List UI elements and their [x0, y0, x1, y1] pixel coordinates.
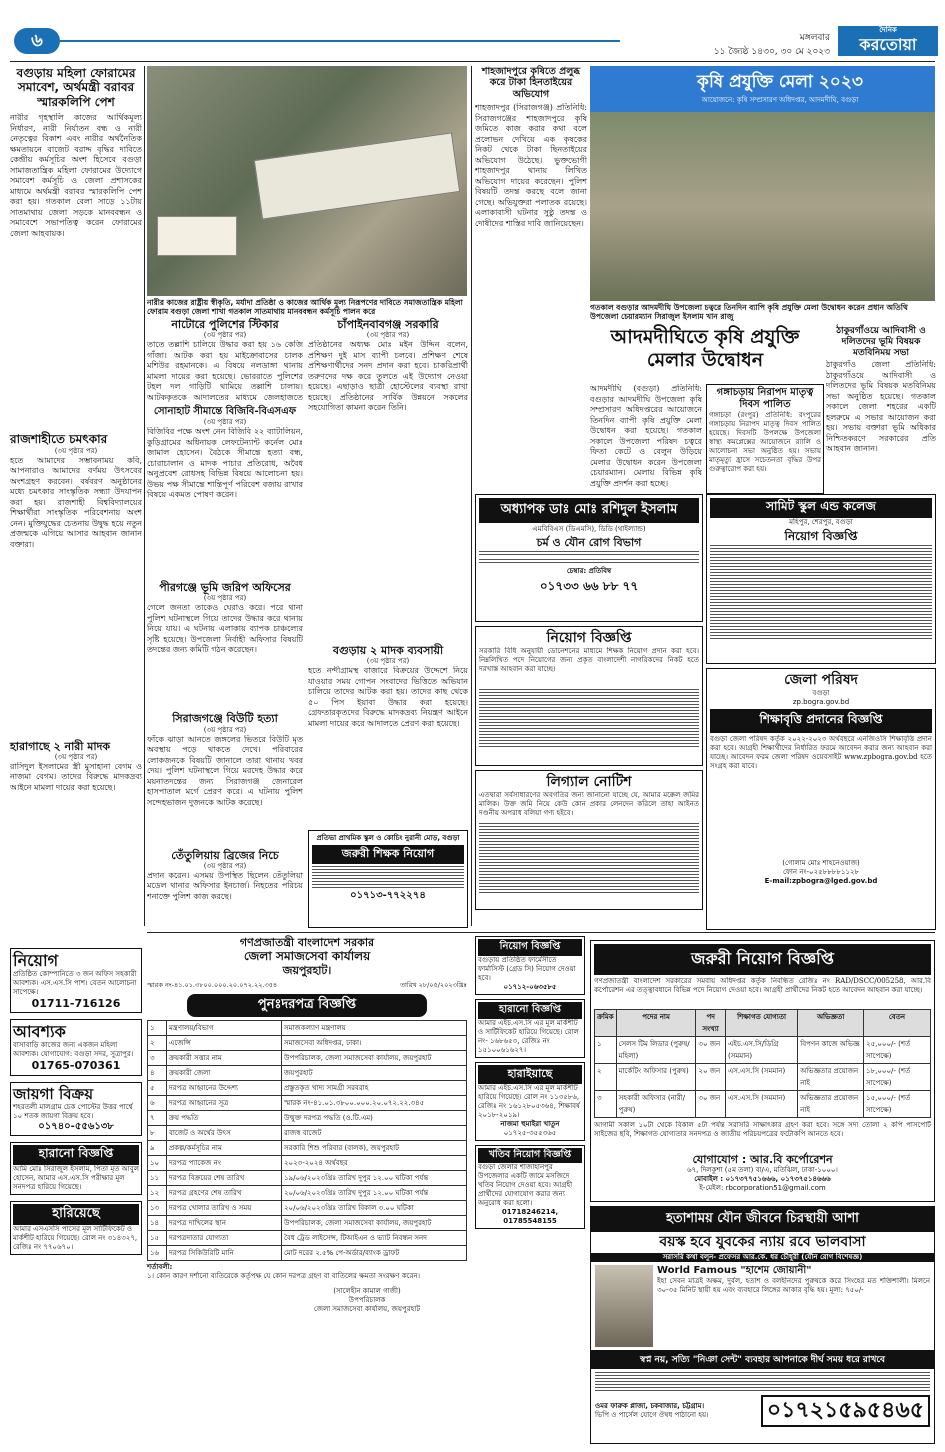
legal-notice-lines: [479, 823, 699, 893]
tender-cell: মন্ত্রণালয়/বিভাগ: [167, 1020, 282, 1035]
tender-row: [148, 1200, 467, 1215]
tender-cell: ৯: [148, 1140, 167, 1155]
tender-memo-row: [147, 980, 467, 991]
summit-ad-sub: মহিপুর, শেরপুর, বগুড়া: [789, 518, 853, 526]
rb-row: [595, 1091, 931, 1118]
column-2: [147, 318, 303, 928]
column-1: [10, 66, 142, 1446]
tender-cell: ৮: [148, 1125, 167, 1140]
hm-title: হতাশাময় যৌন জীবনে চিরস্থায়ী আশা: [591, 1207, 934, 1232]
tender-cell: ১২: [148, 1185, 167, 1200]
tender-cell: বৈধ ট্রেড লাইসেন্স, টিআইএন ও ভ্যাট নিবন্ধন সনদ: [282, 1230, 467, 1245]
col2-body2: বিজিবির পক্ষে অংশ নেন বিজিবি ২২ ব্যাটালিয়ন, কুড়িগ্রামের অধিনায়ক লেফটেন্যান্ট কর্নেল মোঃ জামাল হোসেন। বৈঠকে সীমান্তে হত্যা বন্ধ, চোরাচালান ও মাদক পাচার প্রতিরোধ, অবৈধ অনুপ্রবেশ রোধসহ বিভিন্ন বিষয়ে আলোচনা হয়। উভয় পক্ষ সীমান্তে শান্তিপূর্ণ পরিবেশ বজায় রাখার বিষয়ে একমত পোষণ করেন।: [147, 427, 303, 500]
bm-khatib: [475, 1145, 585, 1229]
tender-gov-line3: জয়পুরহাট।: [282, 963, 332, 977]
tender-cell: দরপত্র সিকিউরিটি মানি: [167, 1245, 282, 1260]
rb-header-cell: পদের নাম: [616, 1010, 696, 1037]
hm-footer: [595, 1395, 930, 1427]
tender-cell: ১: [148, 1020, 167, 1035]
hm-content-row: [591, 1265, 934, 1347]
tender-row: [148, 1095, 467, 1110]
col1-headline: বগুড়ায় মহিলা ফোরামের সমাবেশ, অর্থমন্ত্রী বরাবর স্মারকলিপি পেশ: [16, 66, 136, 109]
rb-cell: ৩০ জন: [696, 1091, 726, 1118]
masthead-rule: [60, 40, 620, 42]
hm-portrait: [595, 1265, 653, 1347]
col1-sub1: রাজশাহীতে চমৎকার: [10, 432, 108, 447]
classified-aboshshok-title: আবশ্যক: [13, 1022, 66, 1042]
col4-headline: শাহজাদপুরে কৃষিতে প্রলুব্ধ করে টাকা হিনতাইয়ের অভিযোগ: [481, 66, 581, 100]
rb-cell: ১৫,০০০/- (শর্ত সাপেক্ষে): [864, 1091, 931, 1118]
side-story-body: ঠাকুরগাঁও জেলা প্রতিনিধি: ঠাকুরগাঁওয়ে আদিবাসী ও দলিতদের ভূমি বিষয়ক মতবিনিময় সভা অনুষ্ঠিত হয়েছে। গতকাল সকালে জেলা শহরের একটি হলরুমে এ সভার আয়োজন করা হয়। সভায় বক্তারা ভূমি অধিকার নিশ্চিতকরণে সরকারের প্রতি আহবান জানান।: [826, 360, 936, 454]
tender-cell: ২০২৩-২০২৪ অর্থবছর: [282, 1155, 467, 1170]
mela-banner-photo: [590, 66, 935, 301]
tender-row: [148, 1155, 467, 1170]
tender-note-title: শর্তাবলী:: [147, 1262, 173, 1271]
rb-cell: এস.এস.সি (সমমান): [725, 1064, 797, 1091]
tender-cell: ১৪: [148, 1215, 167, 1230]
rb-cell: মার্কেটিং অফিসার (পুরুষ): [616, 1064, 696, 1091]
rb-header-cell: শিক্ষাগত যোগ্যতা: [725, 1010, 797, 1037]
column-4: [475, 66, 587, 491]
bm-haraiyache-title: হারাইয়াছে: [478, 1065, 582, 1084]
page-number-badge: [14, 28, 60, 54]
tender-memo: স্মারক নং-৪১.০১.৩৮০০.০০০.২০.০৭২.২২.৩৫৪: [147, 980, 278, 989]
col2-body3: গেলে জনতা তাকেও ঘেরাও করে। পরে থানা পুলিশ ঘটনাস্থলে গিয়ে তাদের উদ্ধার করে থানায় নিয়ে যায়। এ ঘটনায় এলাকায় ব্যাপক চাঞ্চল্যের সৃষ্টি হয়েছে। উপজেলা নির্বাহী অফিসার বিষয়টি তদন্তের জন্য কমিটি গঠন করেছেন।: [147, 603, 303, 655]
col2-body1: তাতে তল্লাশি চালিয়ে উদ্ধার করা হয় ১৬ কেজি গাঁজা। আটক করা হয় মাইক্রোবাসের চালক মশিউর রহমানকে। এ বিষয়ে নলডাঙ্গা থানায় মামলা দায়ের করা হয়েছে। ভোররাতে পুলিশের টহল দল গাড়িটি থামিয়ে তল্লাশি চালায়। আটককৃতকে আদালতের মাধ্যমে জেলহাজতে: [147, 340, 303, 402]
rb-header-row: [595, 1010, 931, 1037]
niyog-notice-lines: [479, 689, 699, 749]
legal-notice-body: এতদ্বারা সর্বসাধারণের অবগতির জন্য জানানো যাচ্ছে যে, আমার মক্কেল জমির মালিক। উক্ত জমি নিয়ে কেউ কোন প্রকার লেনদেন করিলে তাহা আইনত দণ্ডনীয় অপরাধ বলিয়া গণ্য হইবে।: [479, 790, 699, 817]
tender-sign-name: (সালেহীন কামাল গাজী): [333, 1286, 401, 1295]
col3-body: প্রতিষ্ঠানের অধ্যক্ষ মোঃ মইন উদ্দিন বলেন, প্রশিক্ষণ দুই মাস ব্যাপী চলবে। প্রশিক্ষণ শেষে প্রশিক্ষণার্থীদের সনদ প্রদান করা হবে। চাকরিপ্রার্থী তরুণদের দক্ষ করে তুলতে এই উদ্যোগ নেওয়া হয়েছে। এছাড়াও ছাত্রী হোস্টেলের ব্যবস্থা রাখা হয়েছে। প্রতিষ্ঠানের সার্বিক উন্নয়নে সকলের সহযোগিতা কামনা করেন তিনি।: [308, 340, 468, 413]
classified-hariyechhe: [10, 1201, 142, 1255]
rb-header-cell: বেতন: [864, 1010, 931, 1037]
rb-email: ই-মেইল: rbcorporation51@gmail.com: [699, 1184, 826, 1193]
tender-cell: উপপরিচালক, জেলা সমাজসেবা কার্যালয়, জয়পুরহাট: [282, 1215, 467, 1230]
lower-section-rule: [147, 932, 935, 933]
hm-slogan: স্বপ্ন নয়, সত্যি "নিঞা সেন্ট" ব্যবহার আপনাকে দীর্ঘ সময় ধরে রাখবে: [591, 1350, 934, 1369]
bm-harano-body: আমার এইচ.এস.সি এর মূল মার্কশীট ও সার্টিফিকেট হারিয়ে গিয়েছে। রোল নং- ১৬৮৬৫৩, রেজিঃ নং ১৫১০০৬১৬২৭।: [478, 1019, 579, 1054]
rb-cell: ৩: [595, 1091, 617, 1118]
tender-row: [148, 1170, 467, 1185]
zila-title: জেলা পরিষদ: [784, 672, 858, 688]
tender-cell: জয়পুরহাট: [282, 1065, 467, 1080]
rb-cell: ১৮,০০০/- (শর্ত সাপেক্ষে): [864, 1064, 931, 1091]
tender-row: [148, 1050, 467, 1065]
doctor-ad-name: অধ্যাপক ডাঃ মোঃ রশিদুল ইসলাম: [479, 498, 699, 523]
tender-cell: দরপত্র দাখিলের স্থান: [167, 1215, 282, 1230]
tender-cell: ৭: [148, 1110, 167, 1125]
tender-row: [148, 1065, 467, 1080]
tender-row: [148, 1245, 467, 1260]
col2-head4: সিরাজগঞ্জে বিউটি হত্যা: [172, 712, 278, 726]
tender-cell: ২০/০৬/২০২৩খ্রিঃ তারিখ বিকাল ৩.০০ ঘটিকা: [282, 1200, 467, 1215]
bm-niyog-phone: ০১৭১২-০৬৩৫৮৫: [503, 983, 557, 991]
tender-cell: ১৩: [148, 1200, 167, 1215]
teacher-ad-sub: প্রতিভা প্রাথমিক স্কুল ও কোচিং নুরানী মোড়, বগুড়া: [316, 834, 460, 842]
mela-banner-sub: আয়োজনে: কৃষি সম্প্রসারণ অধিদপ্তর, আদমদীঘি, বগুড়া: [701, 96, 859, 104]
bm-haraiyache-body: আমার এইচ.এস.সি এর মূল মার্কশীট হারিয়ে গিয়েছে। রোল নং ১১৩৫৮৬, রেজিঃ নং ১৬১২৮০৫৩৬৪, শিক্ষাবর্ষ ২০১৮-২০১৯।: [478, 1084, 580, 1119]
mela-caption: গতকাল বগুড়ার আদমদীঘি উপজেলা চত্বরে তিনদিন ব্যাপি কৃষি প্রযুক্তি মেলা উদ্বোধন করেন প্রধান অতিথি উপজেলা চেয়ারম্যান সিরাজুল ইসলাম খান রাজু: [590, 303, 908, 321]
classified-aboshshok: [10, 1019, 142, 1075]
col2-head3-cont: (৩য় পৃষ্ঠার পর): [203, 594, 247, 603]
tender-cell: দরপত্র আহ্বানের সূত্র: [167, 1095, 282, 1110]
masthead-bottom-rule: [10, 61, 935, 62]
tender-cell: ক্রয় পদ্ধতি: [167, 1110, 282, 1125]
tender-cell: উন্মুক্ত দরপত্র পদ্ধতি (ও.টি.এম): [282, 1110, 467, 1125]
col2-body4: ফাঁকে ঝাড়া আনতে জঙ্গলের ভিতরে বিউটি মৃত অবস্থায় পড়ে থাকতে দেখে। পরিবারের লোকজনকে বিষয়টি জানালে তারা থানায় খবর দেয়। পুলিশ ঘটনাস্থলে গিয়ে মরদেহ উদ্ধার করে ময়নাতদন্তের জন্য সিরাজগঞ্জ জেনারেল হাসপাতাল মর্গে প্রেরণ করে। এ ঘটনায় পুলিশ সন্দেহভাজন দুজনকে আটক করেছে।: [147, 734, 303, 807]
rb-address: ৬৭, দিলকুশা (৫ম তলা) বা/এ, মতিঝিল, ঢাকা-১০০০।: [687, 1166, 838, 1175]
rb-table: [594, 1009, 931, 1118]
zila-phone: ফোন নং-০২৫৮৮৮৮১১২৮: [782, 867, 860, 876]
col3-headline: চাঁপাইনবাবগঞ্জ সরকারি: [337, 318, 439, 331]
day-label: মঙ্গলবার: [799, 33, 830, 43]
tender-cell: দরপত্রদাতার যোগ্যতা: [167, 1230, 282, 1245]
rb-cell: অভিজ্ঞতার প্রয়োজন নাই: [798, 1064, 864, 1091]
col1-sub2-body: রাসিদুল ইসলামের স্ত্রী মুসাহানা বেগম ও নাজমা বেগম। তাদের বিরুদ্ধে মাদকদ্রব্য আইনে মামলা দায়ের করা হয়েছে।: [10, 761, 142, 792]
bm-haraiyache-phone: ০১৭২৫-৩৫৫৩৬৫: [503, 1129, 557, 1137]
rally-photo-caption: নারীর কাজের রাষ্ট্রীয় স্বীকৃতি, মর্যাদা প্রতিষ্ঠা ও কাজের আর্থিক মূল্য নিরূপণের দাবিতে সমাজতান্ত্রিক মহিলা ফোরাম বগুড়া জেলা শাখা গতকাল সাতমাথায় মানববন্ধন কর্মসূচি পালন করে: [147, 298, 463, 316]
mela-body: আদমদীঘি (বগুড়া) প্রতিনিধি: বগুড়ার আদমদীঘি উপজেলা কৃষি সম্প্রসারণ অধিদপ্তরের আয়োজনে তিনদিন ব্যাপী কৃষি প্রযুক্তি মেলা উদ্বোধন করা হয়েছে। গতকাল সকালে উপজেলা পরিষদ চত্বরে ফিতা কেটে ও বেলুন উড়িয়ে মেলার উদ্বোধন করেন উপজেলা চেয়ারম্যান। মেলায় বিভিন্ন কৃষি প্রযুক্তি প্রদর্শন করা হচ্ছে।: [590, 384, 702, 488]
tender-cell: রাজস্ব বাজেট: [282, 1125, 467, 1140]
hashem-joani-ad: [590, 1206, 935, 1444]
classified-harano: [10, 1142, 142, 1195]
mid-story-headline: গঙ্গাচড়ায় নিরাপদ মাতৃত্ব দিবস পালিত: [716, 387, 814, 410]
legal-notice-title: লিগ্যাল নোটিশ: [546, 774, 632, 790]
mela-banner-title: কৃষি প্রযুক্তি মেলা ২০২৩: [697, 72, 863, 92]
tender-cell: দরপত্র প্যাকেজ নং: [167, 1155, 282, 1170]
tender-row: [148, 1035, 467, 1050]
tender-cell: সমাজকল্যাণ মন্ত্রণালয়: [282, 1020, 467, 1035]
teacher-ad-title: জরুরী শিক্ষক নিয়োগ: [312, 845, 464, 864]
col1-body: নারীর গৃহস্থালি কাজের আর্থিকমূল্য নির্ধারণ, নারী নির্যাতন বন্ধ ও নারী নেতৃত্বের বিকাশ এবং নারীর অর্থনৈতিক ক্ষমতায়নে বাজেট বরাদ্দ বৃদ্ধির দাবিতে কেন্দ্রীয় কর্মসূচির অংশ হিসেবে বগুড়া সামাজতান্ত্রিক মহিলা ফোরামের উদ্যোগে সমাবেশ কর্মসূচি ও জেলা প্রশাসকের মাধ্যমে অর্থমন্ত্রী বরাবর স্মারকলিপি পেশ করা হয়। গতকাল বেলা সাড়ে ১১টায় সাতমাথায় জেলা সড়কে মানববন্ধন ও সমাবেশে সভাপতিত্ব করেন ফোরামের জেলা আহবায়ক।: [10, 113, 142, 238]
tender-cell: ১১: [148, 1170, 167, 1185]
legal-notice: [475, 770, 703, 910]
summit-ad-niyog: নিয়োগ বিজ্ঞপ্তি: [784, 529, 858, 543]
tender-row: [148, 1185, 467, 1200]
bm-khatib-phone: 01718246214, 01785548155: [501, 1208, 559, 1225]
col2-head5: তেঁতুলিয়ায় ব্রিজের নিচে: [171, 848, 279, 862]
tender-cell: প্রকল্প/কর্মসূচির নাম: [167, 1140, 282, 1155]
rally-placard: [157, 216, 237, 256]
bm-khatib-title: খতিব নিয়োগ বিজ্ঞপ্তি: [478, 1148, 582, 1163]
tender-gov-line2: জেলা সমাজসেবা কার্যালয়: [243, 949, 371, 964]
hm-body: ইহা সেবন মাত্রই অক্ষম, দুর্বল, হতাশ ও বলহীনদের পুরুষকে করে সিংহের মত শক্তিশালী। মিলনে ৩০-৩৫ মিনিট স্থায়ী হয় এবং ব্যবহারে লিঙ্গের আকার বৃদ্ধি হয়। মূল্য: ৭৫০/-: [657, 1276, 930, 1294]
tender-cell: এজেন্সি: [167, 1035, 282, 1050]
rb-header-cell: অভিজ্ঞতা: [798, 1010, 864, 1037]
tender-sign-title: উপপরিচালক: [348, 1295, 386, 1304]
hm-phone: ০১৭২১৫৯৫৪৬৫: [761, 1395, 930, 1427]
classified-niyog-body: প্রতিষ্ঠিত কোম্পানিতে ৩ জন অফিস সহকারী আবশ্যক। এস.এস.সি পাশ। বেতন আলোচনা সাপেক্ষে।: [13, 969, 137, 996]
bm-niyog: [475, 936, 585, 995]
niyog-notice-body: সরকারি বিধি অনুযায়ী ডোনেশনের মাধ্যমে শিক্ষক নিয়োগ প্রদান করা হবে। নিম্নলিখিত পদে নিয়োগের জন্য প্রকৃত বাংলাদেশী নাগরিকদের নিকট হতে দরখাস্ত আহবান করা যাচ্ছে।: [479, 646, 699, 673]
tender-row: [148, 1125, 467, 1140]
tender-title: পুনঃদরপত্র বিজ্ঞপ্তি: [187, 994, 427, 1017]
zila-sign: (গোলাম মোঃ শাহনেওয়াজ): [782, 858, 860, 867]
rb-note: আগামী সকাল ১০টা থেকে বিকাল ৫টা পর্যন্ত সরাসরি সাক্ষাৎকার গ্রহণ করা হবে। সঙ্গে সদ্য তোলা ২ কপি পাসপোর্ট সাইজের ছবি, শিক্ষাগত যোগ্যতার সনদপত্র ও জাতীয় পরিচয়পত্রের ফটোকপি আনতে হবে।: [594, 1121, 931, 1138]
bm-haraiyache-name: নাজমা হুমাইরা খাতুন: [500, 1120, 560, 1128]
classified-harano-body: আমি মোঃ সিরাজুল ইসলাম, পিতা মৃত আবুল হোসেন, আমার এস.এস.সি পরীক্ষার মূল সনদপত্র হারিয়ে গিয়েছে।: [13, 1164, 139, 1191]
rb-cell: ১: [595, 1037, 617, 1064]
rb-cell: ২৫,০০০/- (শর্ত সাপেক্ষে): [864, 1037, 931, 1064]
zila-headline: শিক্ষাবৃত্তি প্রদানের বিজ্ঞপ্তি: [710, 709, 932, 733]
classified-jayga: [10, 1082, 142, 1136]
col2-head2-cont: (৩য় পৃষ্ঠার পর): [203, 418, 247, 427]
tender-cell: সমাজসেবা অধিদপ্তর, ঢাকা।: [282, 1035, 467, 1050]
paper-name: করতোয়া: [859, 35, 917, 54]
classified-niyog: [10, 948, 142, 1013]
date-line: ১১ জ্যৈষ্ঠ ১৪৩০, ৩০ মে ২০২৩: [713, 47, 830, 57]
tender-cell: ৪: [148, 1065, 167, 1080]
doctor-ad-details: [479, 551, 699, 557]
paper-small: দৈনিক: [879, 26, 897, 34]
tender-cell: স্মারক নং-৪১.০১.৩৮০০.০০০.২০.০৭২.২২.৩৪৫: [282, 1095, 467, 1110]
col3-head2-cont: (৩য় পৃষ্ঠার পর): [366, 657, 410, 666]
tender-cell: ক্রয়কারী জেলা: [167, 1065, 282, 1080]
classified-aboshshok-body: বাসাবাড়ি কাজের জন্য একজন মহিলা আবশ্যক। যোগাযোগ: বগুড়া সদর, সুত্রাপুর।: [13, 1041, 134, 1059]
tender-cell: ১৯/০৬/২০২৩খ্রিঃ তারিখ দুপুর ১২.০০ ঘটিকা পর্যন্ত: [282, 1170, 467, 1185]
summit-ad: [706, 494, 936, 664]
hm-addr: ওমর ফারুক প্লাজা, চকবাজার, চট্টগ্রাম।: [595, 1401, 705, 1410]
rb-intro: গণপ্রজাতন্ত্রী বাংলাদেশ সরকারের সমবায় অধিদপ্তর কর্তৃক নিবন্ধিত রেজিঃ নং RAD/DSCC/005258, আর.বি কর্পোরেশন এর তত্ত্বাবধানে বিভিন্ন পদে নিয়োগ দেওয়া হবে। আগ্রহী প্রার্থীদের নিকট হতে আবেদন আহবান করা যাচ্ছে।: [594, 977, 931, 994]
rb-cell: ৩০ জন: [696, 1037, 726, 1064]
rb-header-cell: পদ সংখ্যা: [696, 1010, 726, 1037]
hm-brand: World Famous "হাশেম জোয়ানী": [657, 1264, 812, 1276]
col2-head1: নাটোরে পুলিশের স্টিকার: [171, 318, 279, 331]
masthead: [0, 0, 945, 62]
tender-cell: ১৬: [148, 1245, 167, 1260]
hm-footer-left: [595, 1402, 761, 1420]
classified-jayga-phone: ০১৭৪০-৫৫৬১৩৮: [38, 1120, 114, 1132]
bm-harano-title: হারানো বিজ্ঞপ্তি: [478, 1002, 582, 1019]
summit-ad-title: সামিট স্কুল এন্ড কলেজ: [710, 498, 932, 518]
classified-hariyechhe-title: হারিয়েছে: [13, 1204, 139, 1225]
tender-sign-office: জেলা সমাজসেবা কার্যালয়, জয়পুরহাট: [313, 1304, 421, 1313]
rb-title: জরুরী নিয়োগ বিজ্ঞপ্তি: [594, 944, 931, 975]
zila-email: E-mail:zpbogra@lged.gov.bd: [764, 876, 878, 885]
doctor-ad: [475, 494, 703, 622]
col1-sub1-body: হতে আমাদের সম্ভাবনাময় কবি, আপনারাও আমাদের বর্ণময় উৎসবের অংশগ্রহণ করবেন। বর্ষবরণ অনুষ্ঠানের মধ্যে চমৎকার সাংস্কৃতিক সন্ধ্যা উদযাপন করা হয়। রাজশাহী বিশ্ববিদ্যালয়ের শিক্ষার্থীরা সাংস্কৃতিক পরিবেশনায় অংশ নেন। মুক্তিযুদ্ধের চেতনায় উদ্বুদ্ধ হয়ে নতুন প্রজন্মকে এগিয়ে আসার আহবান জানান বক্তারা।: [10, 455, 142, 549]
tender-row: [148, 1230, 467, 1245]
mid-story-box: [706, 384, 824, 494]
tender-cell: ৩: [148, 1050, 167, 1065]
col-divider-2: [471, 66, 472, 926]
mela-headline: আদমদীঘিতে কৃষি প্রযুক্তি মেলার উদ্বোধন: [610, 326, 800, 371]
hm-courier: ভিপি ও পার্সেল যোগে ঔষধ পাঠানো হয়।: [595, 1410, 709, 1419]
col2-head5-cont: (৩য় পৃষ্ঠার পর): [203, 861, 247, 870]
rb-cell: বিপণন কাজে অভিজ্ঞ: [798, 1037, 864, 1064]
tender-row: [148, 1215, 467, 1230]
col2-head4-cont: (৩য় পৃষ্ঠার পর): [203, 725, 247, 734]
col4-body: শাহজাদপুর (সিরাজগঞ্জ) প্রতিনিধি: সিরাজগঞ্জের শাহজাদপুরে কৃষি জমিতে কাজ করার কথা বলে প্রলোভন দেখিয়ে এক কৃষকের নিকট থেকে টাকা ছিনতাইয়ের অভিযোগ উঠেছে। ভুক্তভোগী শাহজাদপুর থানায় লিখিত অভিযোগ দায়ের করেছেন। পুলিশ বিষয়টি তদন্ত করছে বলে জানা গেছে। অভিযুক্তরা পলাতক রয়েছে। এলাকাবাসী ঘটনার সুষ্ঠু তদন্ত ও দোষীদের শাস্তির দাবি জানিয়েছেন।: [475, 103, 587, 228]
classified-niyog-title: নিয়োগ: [13, 950, 59, 970]
rb-cell: এইচ.এস.সি/ডিগ্রি (সমমান): [725, 1037, 797, 1064]
rb-row: [595, 1037, 931, 1064]
rb-cell: সহকারী অফিসার (নারী/পুরুষ): [616, 1091, 696, 1118]
niyog-notice-title: নিয়োগ বিজ্ঞপ্তি: [546, 630, 632, 646]
col3-cont: (৩য় পৃষ্ঠার পর): [366, 331, 410, 340]
teacher-ad: [308, 830, 468, 928]
rb-cell: অভিজ্ঞতার প্রয়োজন নাই: [798, 1091, 864, 1118]
tender-cell: ১৫: [148, 1230, 167, 1245]
teacher-ad-phone: ০১৭১৩-৭৭২২৭৪: [350, 890, 426, 901]
rb-cell: ২: [595, 1064, 617, 1091]
tender-cell: বাজেট ও অর্থের উৎস: [167, 1125, 282, 1140]
doctor-ad-phone: ০১৭৩৩ ৬৬ ৮৮ ৭৭: [539, 579, 639, 594]
rb-cell: এস.এস.সি (সমমান): [725, 1091, 797, 1118]
col1-sub1-cont: (৩য় পৃষ্ঠার পর): [54, 446, 98, 455]
tender-cell: মোট দরের ২.৫% পে-অর্ডার/ব্যাংক ড্রাফট: [282, 1245, 467, 1260]
tender-table: [147, 1020, 467, 1261]
rally-photo: [147, 66, 467, 296]
rb-cell: ২০ জন: [696, 1064, 726, 1091]
tender-cell: ২০/০৬/২০২৩খ্রিঃ তারিখ দুপুর ১২.০০ ঘটিকা পর্যন্ত: [282, 1185, 467, 1200]
tender-cell: দরপত্র বিক্রয়ের শেষ তারিখ: [167, 1170, 282, 1185]
hm-body-lines: [595, 1372, 930, 1392]
tender-cell: দরপত্র আহ্বানের উদ্দেশ্য: [167, 1080, 282, 1095]
rb-row: [595, 1064, 931, 1091]
doctor-ad-chamber: চেম্বার: প্রতিবিম্ব: [566, 567, 612, 576]
col3-head2: বগুড়ায় ২ মাদক ব্যবসায়ী: [332, 644, 444, 658]
classified-niyog-phone: 01711-716126: [31, 996, 121, 1010]
side-story: [826, 326, 936, 494]
col2-body5: প্রদান করেন। এসময় উপস্থিত ছিলেন তেঁতুলিয়া মডেল থানার অফিসার ইনচার্জ। নিহতের পরিচয় শনাক্তে পুলিশ কাজ করছে।: [147, 870, 303, 901]
bm-niyog-title: নিয়োগ বিজ্ঞপ্তি: [478, 939, 582, 956]
tender-notice: [147, 936, 467, 1446]
summit-ad-lines: [710, 545, 932, 640]
doctor-ad-details-2: [479, 559, 699, 565]
col3-body2: হতে নন্দীগ্রামস্থ বাজারে বিক্রয়ের উদ্দেশে নিয়ে যাওয়ার সময় গোপন সংবাদের ভিত্তিতে অভিযান চালিয়ে তাদের আটক করা হয়। তাদের কাছ থেকে ৫০ পিস ইয়াবা উদ্ধার করা হয়েছে। গ্রেফতারকৃতদের বিরুদ্ধে মাদকদ্রব্য নিয়ন্ত্রণ আইনে মামলা দায়ের করে আদালতে প্রেরণ করা হয়েছে।: [308, 666, 468, 728]
niyog-notice: [475, 626, 703, 766]
doctor-ad-degree: এমবিবিএস (ডিএমসি), ডিডি (থাইল্যান্ড): [532, 525, 646, 533]
rb-contact: যোগাযোগ : আর.বি কর্পোরেশন: [692, 1153, 833, 1166]
tender-cell: ১০: [148, 1155, 167, 1170]
rally-banner: [254, 132, 460, 219]
zila-sub: বগুড়া: [812, 688, 830, 697]
tender-cell: সরকারি শিশু পরিবার (বালক), জয়পুরহাট: [282, 1140, 467, 1155]
side-story-headline: ঠাকুরগাঁওয়ে আদিবাসী ও দলিতদের ভূমি বিষয়ক মতবিনিময় সভা: [836, 326, 926, 358]
bottom-mid-classifieds: [475, 936, 585, 1446]
tender-note-body: ১। কোন কারণ দর্শানো ব্যতিরেকে কর্তৃপক্ষ যে কোন দরপত্র গ্রহণ বা বাতিলের ক্ষমতা সংরক্ষণ করেন।: [147, 1271, 421, 1280]
doctor-ad-spec: চর্ম ও যৌন রোগ বিভাগ: [536, 536, 642, 549]
zila-web: zp.bogra.gov.bd: [792, 697, 850, 706]
col1-sub2-cont: (৩য় পৃষ্ঠার পর): [54, 752, 98, 761]
rb-cell: সেলস টিম লিডার (পুরুষ/মহিলা): [616, 1037, 696, 1064]
bm-khatib-body: বগুড়া জেলার শাজাহানপুর উপজেলার একটি জামে মসজিদে খতিব নিয়োগ দেওয়া হবে। আগ্রহী প্রার্থীদের যোগাযোগ করার জন্য অনুরোধ করা হলো।: [478, 1163, 573, 1207]
zila-body: বগুড়া জেলা পরিষদ কর্তৃক ২০২২-২০২৩ অর্থবছরে এনজিওসি শিক্ষাবৃত্তি প্রদান করা হবে। আগ্রহী শিক্ষার্থীদের নির্ধারিত ফরমে আবেদন করার জন্য আহবান করা যাচ্ছে। আবেদন ফরম জেলা পরিষদ ওয়েবসাইট www.zpbogra.gov.bd হতে সংগ্রহ করা যাবে।: [710, 734, 932, 770]
col2-head2: সোনাহাট সীমান্তে বিজিবি-বিএসএফ: [153, 406, 297, 418]
classified-harano-title: হারানো বিজ্ঞপ্তি: [13, 1145, 139, 1165]
zila-parishad-ad: [706, 668, 936, 930]
tender-cell: ২: [148, 1035, 167, 1050]
bm-niyog-body: বগুড়ায় প্রতিষ্ঠিত ফার্মেসীতে ফার্মাসিস্ট (গ্রেড সি) নিয়োগ দেওয়া হবে।: [478, 956, 576, 982]
rb-corporation-ad: [590, 940, 935, 1202]
paper-logo: [838, 26, 938, 56]
col1-sub2: হারাগাছে ২ নারী মাদক: [10, 739, 111, 753]
classified-hariyechhe-body: আমার এসএসসি পাসের মূল সার্টিফিকেট ও মার্কশীট হারিয়ে গিয়েছে। রোল নং ৩১৪৩২৭, রেজিঃ নং ৭৭০৬৭০।: [13, 1224, 138, 1251]
classified-jayga-body: শহরতলী মালগ্রাম চেক পোস্টের উত্তর পার্শ্বে ১০ শতক জায়গা বিক্রয় হবে।: [13, 1102, 133, 1120]
tender-row: [148, 1080, 467, 1095]
tender-cell: উপপরিচালক, জেলা সমাজসেবা কার্যালয়, জয়পুরহাট: [282, 1050, 467, 1065]
tender-cell: দরপত্র খোলার তারিখ ও সময়: [167, 1200, 282, 1215]
tender-cell: ৫: [148, 1080, 167, 1095]
hm-text-block: [657, 1265, 934, 1347]
tender-row: [148, 1110, 467, 1125]
bm-harano: [475, 999, 585, 1058]
col2-head1-cont: (৩য় পৃষ্ঠার পর): [203, 331, 247, 340]
col2-head3: পীরগঞ্জে ভূমি জরিপ অফিসের: [159, 581, 291, 595]
rb-header-cell: ক্রমিক: [595, 1010, 617, 1037]
tender-cell: দরপত্র গ্রহণের শেষ তারিখ: [167, 1185, 282, 1200]
tender-date: তারিখ ২৮/০৫/২০২৩খ্রিঃ: [400, 980, 467, 989]
tender-cell: প্রস্তুতকৃত খাদ্য সামগ্রী সরবরাহ: [282, 1080, 467, 1095]
page-number: ৬: [31, 30, 43, 51]
hm-sub: সরাসরি কথা বলুন- প্রফেসর আর.কে. ধর চৌধুরী (যৌন রোগ বিশেষজ্ঞ): [591, 1253, 934, 1262]
col-divider-1: [144, 66, 145, 926]
tender-cell: ৬: [148, 1095, 167, 1110]
mid-story-body: গঙ্গাচড়া (রংপুর) প্রতিনিধি: রংপুরের গঙ্গাচড়ায় নিরাপদ মাতৃত্ব দিবস পালিত হয়েছে। দিবসটি উপলক্ষে উপজেলা স্বাস্থ্য কমপ্লেক্সের আয়োজনে র‍্যালি ও আলোচনা সভা অনুষ্ঠিত হয়। সভায় মাতৃমৃত্যু হ্রাসে সচেতনতা বৃদ্ধির উপর গুরুত্বারোপ করা হয়।: [709, 411, 821, 473]
tender-row: [148, 1140, 467, 1155]
teacher-ad-lines: [312, 866, 464, 888]
classified-jayga-title: জায়গা বিক্রয়: [13, 1084, 94, 1103]
rb-mobile: মোবাইল : ০১৭৩৭৭৫১৬৬৬, ০১৭৩৭৫১৪৬৬৬: [694, 1175, 831, 1184]
bm-haraiyache: [475, 1062, 585, 1141]
tender-gov-line1: গণপ্রজাতন্ত্রী বাংলাদেশ সরকার: [239, 936, 375, 949]
tender-row: [148, 1020, 467, 1035]
tender-cell: ক্রয়কারী সত্তার নাম: [167, 1050, 282, 1065]
classified-aboshshok-phone: 01765-070361: [31, 1059, 121, 1073]
hm-title2: বয়স্ক হবে যুবকের ন্যায় রবে ভালবাসা: [659, 1234, 866, 1250]
